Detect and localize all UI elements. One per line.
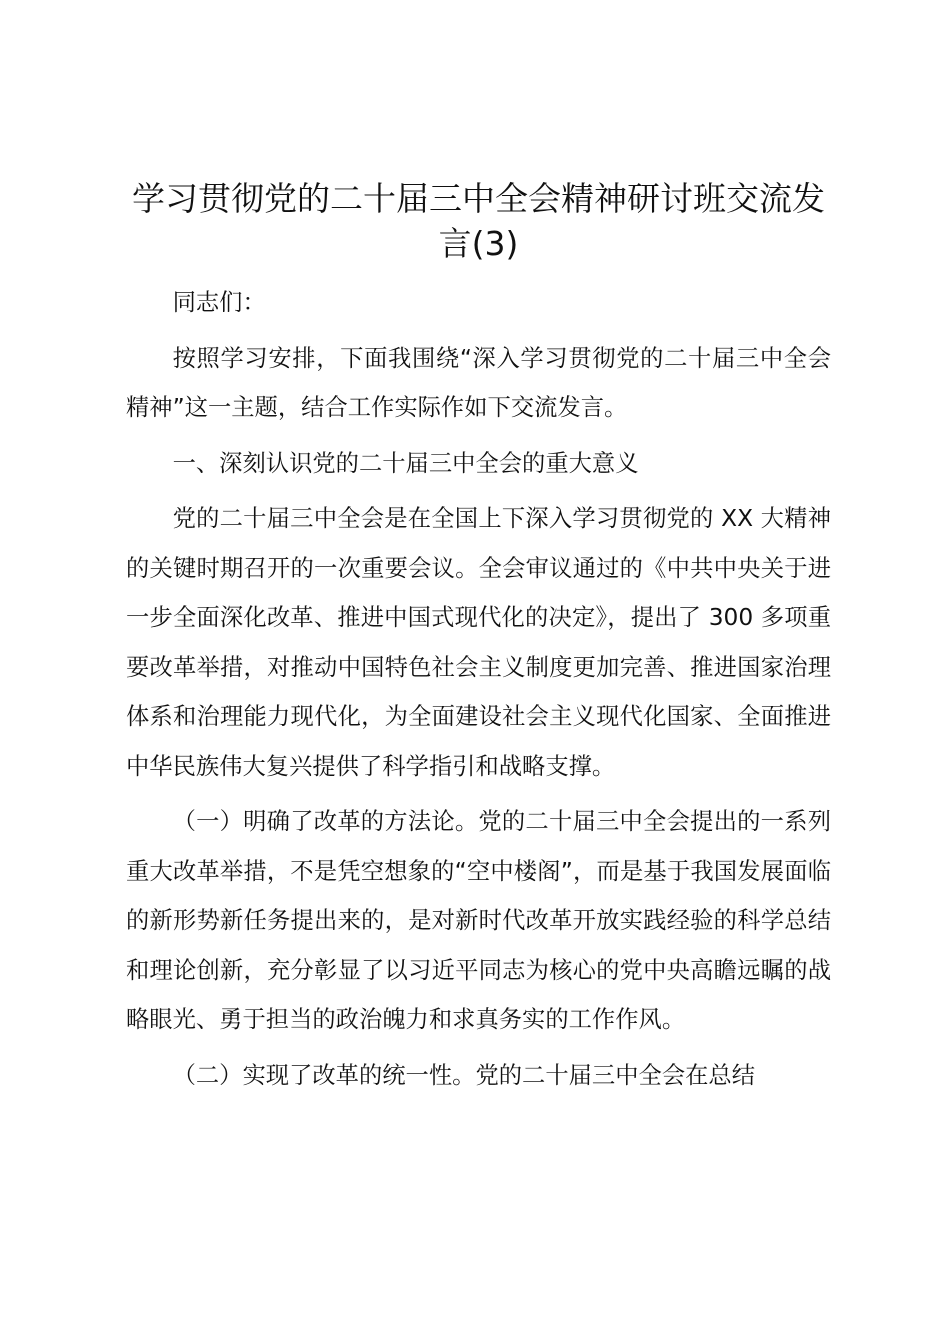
document-title: 学习贯彻党的二十届三中全会精神研讨班交流发言(3) (132, 179, 825, 263)
paragraph-methodology: （一）明确了改革的方法论。党的二十届三中全会提出的一系列重大改革举措，不是凭空想象的“空中楼阁”，而是基于我国发展面临的新形势新任务提出来的，是对新时代改革开放实践经验的科学总结和理论创新，充分彰显了以习近平同志为核心的党中央高瞻远瞩的战略眼光、勇于担当的政治魄力和求真务实的工作作风。 (126, 808, 831, 1033)
paragraph-unity: （二）实现了改革的统一性。党的二十届三中全会在总结 (172, 1061, 756, 1089)
salutation: 同志们： (172, 289, 266, 316)
paragraph-significance: 党的二十届三中全会是在全国上下深入学习贯彻党的 XX 大精神的关键时期召开的一次重要会议。全会审议通过的《中共中央关于进一步全面深化改革、推进中国式现代化的决定》，提出了 300 多项重要改革举措，对推动中国特色社会主义制度更加完善、推进国家治理体系和治理能力现代化，为全面建设社会主义现代化国家、全面推进中华民族伟大复兴提供了科学指引和战略支撑。 (126, 505, 831, 780)
section-heading-1: 一、深刻认识党的二十届三中全会的重大意义 (172, 449, 639, 477)
document-page (126, 176, 831, 1100)
paragraph-intro: 按照学习安排，下面我围绕“深入学习贯彻党的二十届三中全会精神”这一主题，结合工作实际作如下交流发言。 (126, 344, 831, 421)
document-body (126, 278, 831, 1100)
